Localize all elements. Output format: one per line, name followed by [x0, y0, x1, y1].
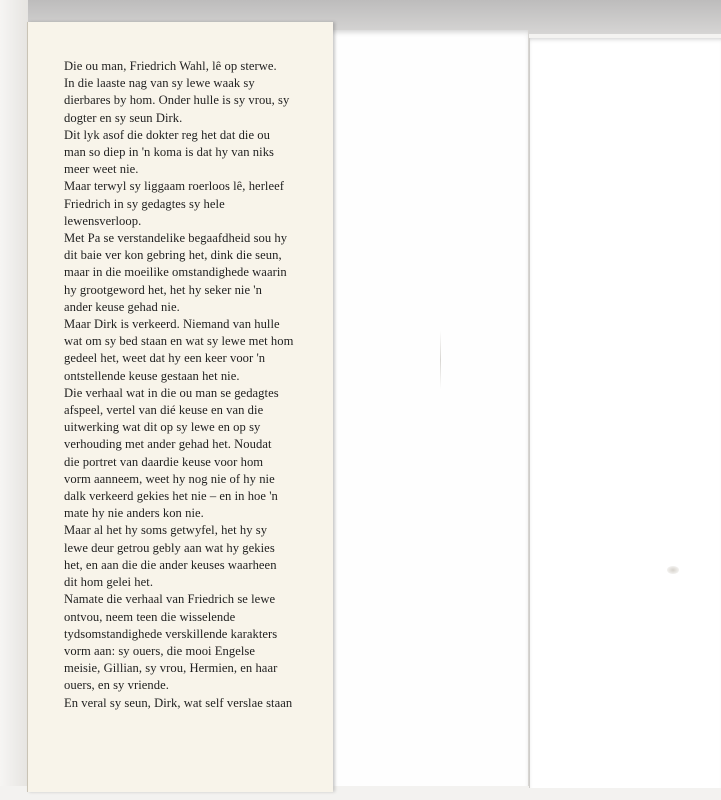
blurb-text	[64, 58, 326, 712]
blurb-paragraph-3: Maar terwyl sy liggaam roerloos lê, herleef Friedrich in sy gedagtes sy hele lewensverloop.	[64, 179, 285, 228]
blurb-paragraph-6: Die verhaal wat in die ou man se gedagtes afspeel, vertel van dié keuse en van die uitwerking wat dit op sy lewe en op sy verhouding met ander gehad het. Noudat die portret van daardie keuse voor hom vorm aanneem, weet hy nog nie of hy nie dalk verkeerd gekies het nie – en in hoe 'n mate hy nie anders kon nie.	[64, 385, 279, 521]
paper-crease	[440, 330, 441, 390]
blurb-paragraph-8: Namate die verhaal van Friedrich se lewe ontvou, neem teen die wisselende tydsomstandighede verskillende karakters vorm aan: sy ouers, die mooi Engelse meisie, Gillian, sy vrou, Hermien, en haar ouers, en sy vriende.	[64, 592, 278, 693]
blurb-paragraph-2: Dit lyk asof die dokter reg het dat die ou man so diep in 'n koma is dat hy van niks meer weet nie.	[64, 127, 274, 177]
paper-speck	[667, 566, 679, 574]
blurb-paragraph-4: Met Pa se verstandelike begaafdheid sou hy dit baie ver kon gebring het, dink die seun, maar in die moeilike omstandighede waarin hy grootgeword het, het hy seker nie 'n ander keuse gehad nie.	[64, 231, 288, 314]
back-board-page	[529, 38, 721, 788]
blurb-paragraph-5: Maar Dirk is verkeerd. Niemand van hulle wat om sy bed staan en wat sy lewe met hom gedeel het, weet dat hy een keer voor 'n ontstellende keuse gestaan het nie.	[64, 317, 294, 383]
blurb-paragraph-9: En veral sy seun, Dirk, wat self verslae staan	[64, 695, 293, 710]
blurb-paragraph-7: Maar al het hy soms getwyfel, het hy sy lewe deur getrou gebly aan wat hy gekies het, en aan die die ander keuses waarheen dit hom gelei het.	[64, 523, 277, 590]
endpaper-page	[333, 30, 529, 786]
dust-jacket-flap	[27, 22, 333, 792]
background-left	[0, 0, 28, 800]
blurb-paragraph-1: Die ou man, Friedrich Wahl, lê op sterwe. In die laaste nag van sy lewe waak sy dierbares by hom. Onder hulle is sy vrou, sy dogter en sy seun Dirk.	[64, 59, 290, 125]
